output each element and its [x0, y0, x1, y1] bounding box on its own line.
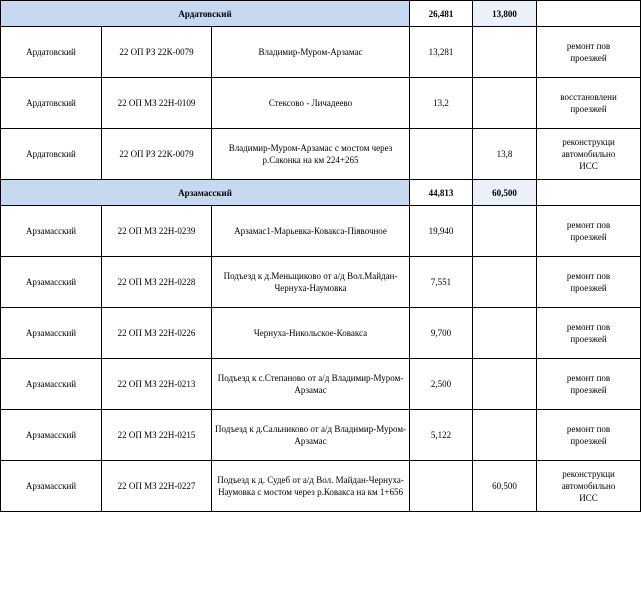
- road-name-cell[interactable]: Стексово - Личадеево: [212, 78, 410, 129]
- road-code-cell[interactable]: 22 ОП МЗ 22Н-0109: [102, 78, 212, 129]
- table-row: [1, 461, 641, 512]
- work-type-cell[interactable]: восстановлени проезжей: [537, 78, 641, 129]
- length-repair-cell[interactable]: 2,500: [410, 359, 473, 410]
- length-reconstruction-cell[interactable]: [473, 27, 537, 78]
- road-name-cell[interactable]: Чернуха-Никольское-Ковакса: [212, 308, 410, 359]
- district-cell[interactable]: Ардатовский: [1, 27, 102, 78]
- work-type-cell[interactable]: ремонт пов проезжей: [537, 359, 641, 410]
- road-name-cell[interactable]: Владимир-Муром-Арзамас с мостом через р.Саконка на км 224+265: [212, 129, 410, 180]
- work-type-cell[interactable]: ремонт пов проезжей: [537, 410, 641, 461]
- length-repair-cell[interactable]: 13,281: [410, 27, 473, 78]
- work-type-cell[interactable]: ремонт пов проезжей: [537, 308, 641, 359]
- work-type-cell[interactable]: ремонт пов проезжей: [537, 257, 641, 308]
- length-repair-cell[interactable]: 19,940: [410, 206, 473, 257]
- length-reconstruction-cell[interactable]: 60,500: [473, 461, 537, 512]
- length-reconstruction-cell[interactable]: [473, 410, 537, 461]
- district-cell[interactable]: Арзамасский: [1, 257, 102, 308]
- length-repair-cell[interactable]: 7,551: [410, 257, 473, 308]
- table-row: [1, 359, 641, 410]
- table-row: [1, 78, 641, 129]
- road-name-cell[interactable]: Подъезд к д.Меньщиково от а/д Вол.Майдан-Чернуха-Наумовка: [212, 257, 410, 308]
- group-name-cell[interactable]: Арзамасский: [1, 180, 410, 206]
- district-cell[interactable]: Ардатовский: [1, 78, 102, 129]
- group-total-2-cell[interactable]: 60,500: [473, 180, 537, 206]
- group-name-cell[interactable]: Ардатовский: [1, 1, 410, 27]
- group-total-1-cell[interactable]: 44,813: [410, 180, 473, 206]
- group-total-1-cell[interactable]: 26,481: [410, 1, 473, 27]
- work-type-cell[interactable]: реконструкци автомобильно ИСС: [537, 129, 641, 180]
- group-empty-cell[interactable]: [537, 1, 641, 27]
- table-row: [1, 206, 641, 257]
- road-code-cell[interactable]: 22 ОП МЗ 22Н-0226: [102, 308, 212, 359]
- length-repair-cell[interactable]: 9,700: [410, 308, 473, 359]
- road-name-cell[interactable]: Арзамас1-Марьевка-Ковакса-Піявочное: [212, 206, 410, 257]
- district-cell[interactable]: Ардатовский: [1, 129, 102, 180]
- road-code-cell[interactable]: 22 ОП МЗ 22Н-0215: [102, 410, 212, 461]
- length-reconstruction-cell[interactable]: [473, 308, 537, 359]
- group-empty-cell[interactable]: [537, 180, 641, 206]
- district-cell[interactable]: Арзамасский: [1, 359, 102, 410]
- road-name-cell[interactable]: Подъезд к д. Судеб от а/д Вол. Майдан-Чернуха-Наумовка с мостом через р.Ковакса на км 1+656: [212, 461, 410, 512]
- length-repair-cell[interactable]: 5,122: [410, 410, 473, 461]
- group-total-2-cell[interactable]: 13,800: [473, 1, 537, 27]
- road-code-cell[interactable]: 22 ОП МЗ 22Н-0239: [102, 206, 212, 257]
- group-header-row: [1, 1, 641, 27]
- road-code-cell[interactable]: 22 ОП РЗ 22К-0079: [102, 129, 212, 180]
- table-row: [1, 257, 641, 308]
- length-reconstruction-cell[interactable]: 13,8: [473, 129, 537, 180]
- length-reconstruction-cell[interactable]: [473, 257, 537, 308]
- district-cell[interactable]: Арзамасский: [1, 206, 102, 257]
- length-reconstruction-cell[interactable]: [473, 359, 537, 410]
- length-reconstruction-cell[interactable]: [473, 78, 537, 129]
- road-code-cell[interactable]: 22 ОП РЗ 22К-0079: [102, 27, 212, 78]
- table-row: [1, 27, 641, 78]
- table-row: [1, 129, 641, 180]
- road-code-cell[interactable]: 22 ОП МЗ 22Н-0213: [102, 359, 212, 410]
- road-name-cell[interactable]: Владимир-Муром-Арзамас: [212, 27, 410, 78]
- road-code-cell[interactable]: 22 ОП МЗ 22Н-0227: [102, 461, 212, 512]
- table-row: [1, 308, 641, 359]
- work-type-cell[interactable]: реконструкци автомобильно ИСС: [537, 461, 641, 512]
- length-repair-cell[interactable]: [410, 129, 473, 180]
- length-repair-cell[interactable]: [410, 461, 473, 512]
- length-repair-cell[interactable]: 13,2: [410, 78, 473, 129]
- road-code-cell[interactable]: 22 ОП МЗ 22Н-0228: [102, 257, 212, 308]
- work-type-cell[interactable]: ремонт пов проезжей: [537, 206, 641, 257]
- road-name-cell[interactable]: Подъезд к с.Степаново от а/д Владимир-Муром-Арзамас: [212, 359, 410, 410]
- group-header-row: [1, 180, 641, 206]
- district-cell[interactable]: Арзамасский: [1, 410, 102, 461]
- table-row: [1, 410, 641, 461]
- district-cell[interactable]: Арзамасский: [1, 308, 102, 359]
- district-cell[interactable]: Арзамасский: [1, 461, 102, 512]
- road-name-cell[interactable]: Подъезд к д.Сальниково от а/д Владимир-Муром-Арзамас: [212, 410, 410, 461]
- length-reconstruction-cell[interactable]: [473, 206, 537, 257]
- work-type-cell[interactable]: ремонт пов проезжей: [537, 27, 641, 78]
